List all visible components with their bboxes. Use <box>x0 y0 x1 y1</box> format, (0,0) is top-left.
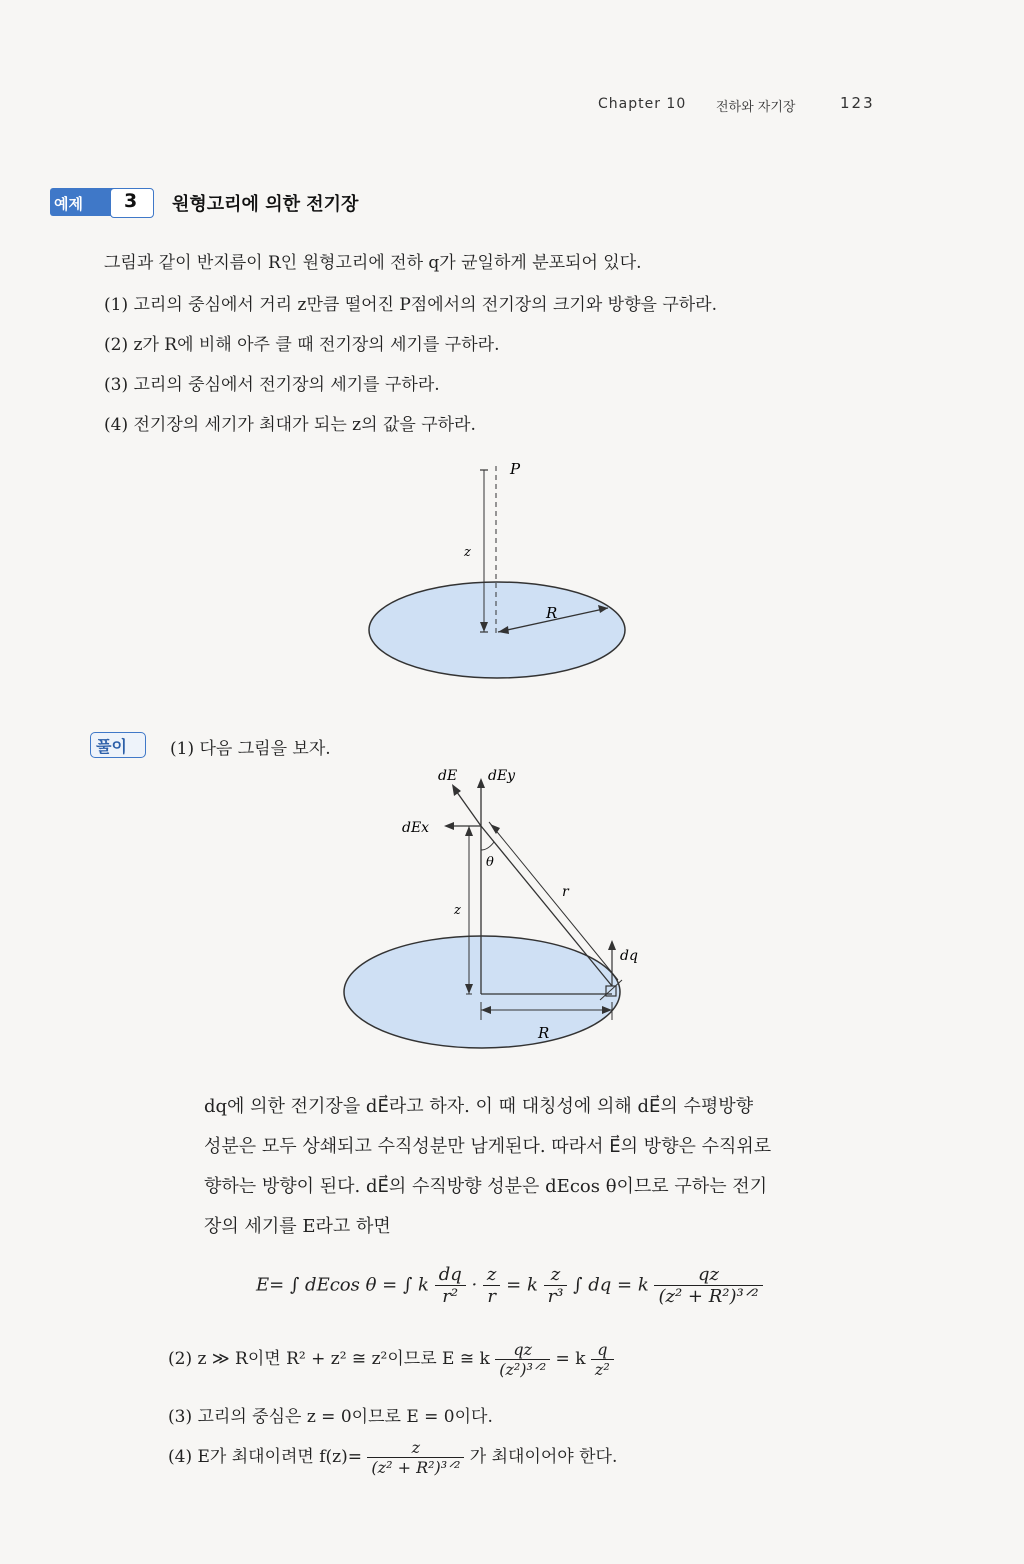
step2-frac-2-num: q <box>591 1340 614 1360</box>
ring-ellipse-2 <box>344 936 620 1048</box>
eq-mid-3: ∫ dq = k <box>573 1274 649 1296</box>
example-title: 원형고리에 의한 전기장 <box>172 194 359 215</box>
eq-lhs: E= ∫ dEcos θ = ∫ k <box>256 1274 429 1296</box>
label-r-big: R <box>538 1024 550 1042</box>
eq-frac-4 <box>654 1264 762 1307</box>
problem-intro: 그림과 같이 반지름이 R인 원형고리에 전하 q가 균일하게 분포되어 있다. <box>104 253 642 273</box>
solution-para-1: dq에 의한 전기장을 dE⃗라고 하자. 이 때 대칭성에 의해 dE⃗의 수평방향 <box>204 1096 754 1117</box>
label-dq: dq <box>620 948 638 964</box>
ring-figure <box>360 456 640 696</box>
eq-frac-2-den: r <box>487 1286 496 1307</box>
solution-step-3: (3) 고리의 중심은 z = 0이므로 E = 0이다. <box>168 1407 493 1427</box>
eq-frac-2-num: z <box>483 1264 500 1286</box>
solution-label: 풀이 <box>96 737 127 756</box>
step4-frac <box>367 1438 464 1477</box>
step2-frac-1 <box>495 1340 550 1379</box>
step4-frac-num: z <box>367 1438 464 1458</box>
solution-para-2: 성분은 모두 상쇄되고 수직성분만 남게된다. 따라서 E⃗의 방향은 수직위로 <box>204 1136 772 1157</box>
label-z: z <box>464 545 471 560</box>
label-dex: dEx <box>402 820 430 836</box>
main-equation <box>256 1264 763 1307</box>
eq-frac-1-den: r² <box>442 1286 459 1307</box>
step2-frac-1-den: (z²)³ᐟ² <box>499 1360 547 1379</box>
eq-mid-1: · <box>471 1274 483 1296</box>
step4-prefix: (4) E가 최대이려면 f(z)= <box>168 1447 362 1467</box>
component-figure <box>340 764 660 1054</box>
problem-item-3: (3) 고리의 중심에서 전기장의 세기를 구하라. <box>104 375 440 395</box>
example-label: 예제 <box>54 195 83 213</box>
step4-frac-den: (z² + R²)³ᐟ² <box>371 1458 461 1477</box>
step2-frac-2 <box>591 1340 614 1379</box>
chapter-label: Chapter 10 <box>598 96 687 112</box>
label-theta: θ <box>486 855 494 870</box>
step2-frac-1-num: qz <box>495 1340 550 1360</box>
eq-frac-4-den: (z² + R²)³ᐟ² <box>658 1286 759 1307</box>
eq-frac-1-num: dq <box>435 1264 466 1286</box>
solution-step-2 <box>168 1340 614 1379</box>
eq-frac-3-num: z <box>544 1264 568 1286</box>
example-number: 3 <box>124 190 138 212</box>
label-z-2: z <box>454 903 461 918</box>
solution-step-4 <box>168 1438 617 1477</box>
ring-ellipse <box>369 582 625 678</box>
solution-para-4: 장의 세기를 E라고 하면 <box>204 1216 391 1237</box>
page-number: 123 <box>840 94 875 112</box>
step2-prefix: (2) z ≫ R이면 R² + z² ≅ z²이므로 E ≅ k <box>168 1349 490 1369</box>
eq-frac-3-den: r³ <box>547 1286 564 1307</box>
eq-frac-3 <box>544 1264 568 1307</box>
eq-frac-4-num: qz <box>654 1264 762 1286</box>
label-p: P <box>510 460 521 478</box>
problem-item-4: (4) 전기장의 세기가 최대가 되는 z의 값을 구하라. <box>104 415 476 435</box>
step2-mid: = k <box>555 1349 586 1369</box>
chapter-title: 전하와 자기장 <box>716 100 796 115</box>
label-de: dE <box>438 768 458 784</box>
eq-frac-2 <box>483 1264 500 1307</box>
de-vector <box>454 788 481 826</box>
step4-suffix: 가 최대이어야 한다. <box>469 1447 618 1467</box>
solution-para-3: 향하는 방향이 된다. dE⃗의 수직방향 성분은 dEcos θ이므로 구하는 전기 <box>204 1176 768 1197</box>
eq-frac-1 <box>435 1264 466 1307</box>
eq-mid-2: = k <box>506 1274 538 1296</box>
solution-step-1: (1) 다음 그림을 보자. <box>170 739 331 759</box>
label-dey: dEy <box>488 768 516 784</box>
step2-frac-2-den: z² <box>594 1360 610 1379</box>
problem-item-1: (1) 고리의 중심에서 거리 z만큼 떨어진 P점에서의 전기장의 크기와 방향을 구하라. <box>104 295 717 315</box>
label-r: R <box>546 604 558 622</box>
label-r-small: r <box>562 884 569 900</box>
problem-item-2: (2) z가 R에 비해 아주 클 때 전기장의 세기를 구하라. <box>104 335 500 355</box>
